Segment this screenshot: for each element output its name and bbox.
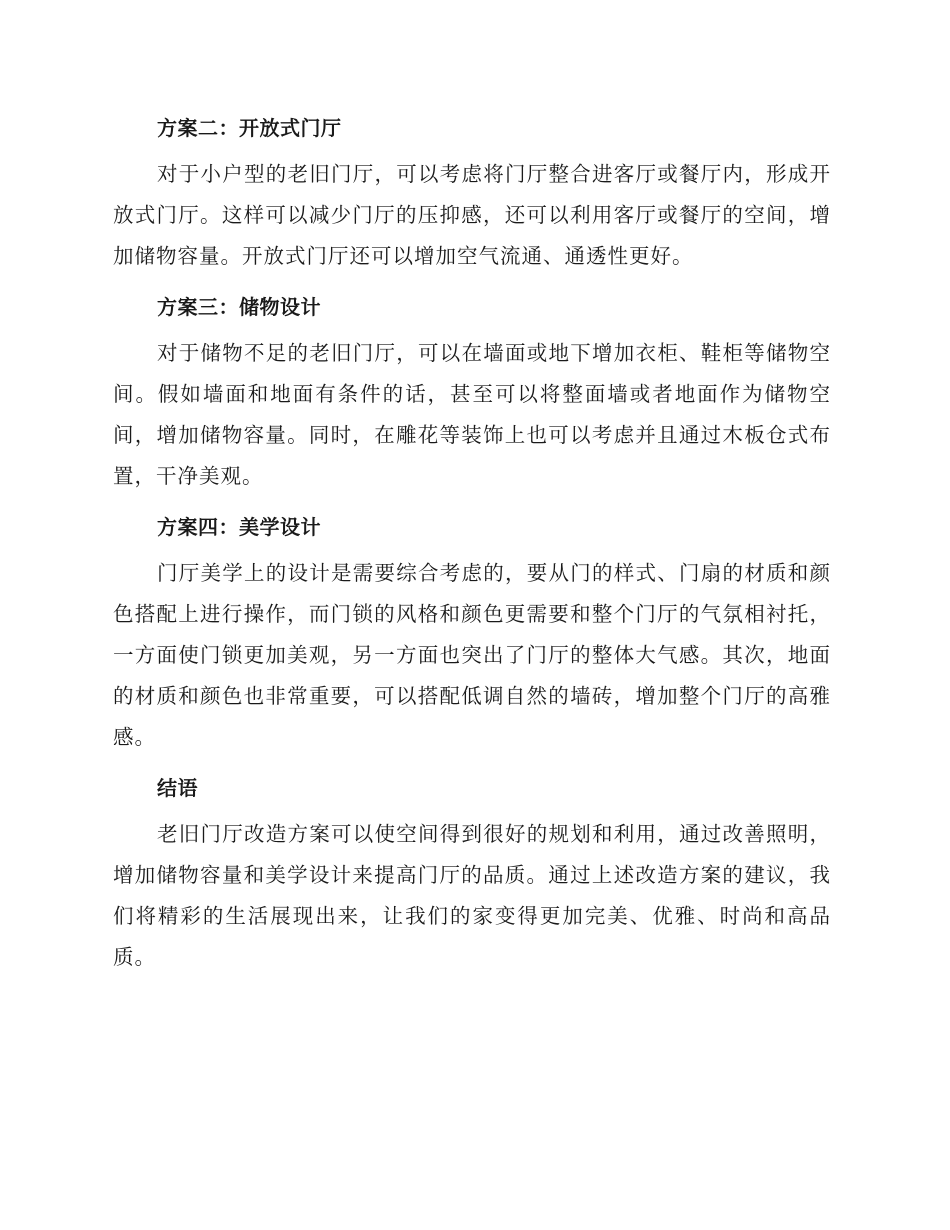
- section-paragraph: 对于储物不足的老旧门厅，可以在墙面或地下增加衣柜、鞋柜等储物空间。假如墙面和地面有条件的话，甚至可以将整面墙或者地面作为储物空间，增加储物容量。同时，在雕花等装饰上也可以考虑并且通过木板仓式布置，干净美观。: [113, 341, 831, 488]
- section-paragraph: 门厅美学上的设计是需要综合考虑的，要从门的样式、门扇的材质和颜色搭配上进行操作，而门锁的风格和颜色更需要和整个门厅的气氛相衬托，一方面使门锁更加美观，另一方面也突出了门厅的整体大气感。其次，地面的材质和颜色也非常重要，可以搭配低调自然的墙砖，增加整个门厅的高雅感。: [113, 561, 831, 749]
- section-heading: 方案四：美学设计: [157, 515, 321, 539]
- section-heading: 结语: [157, 776, 198, 800]
- section-aesthetic-design: [113, 507, 831, 758]
- section-conclusion: [113, 768, 831, 978]
- section-storage-design: [113, 287, 831, 497]
- document-page: [113, 108, 831, 988]
- section-heading: 方案三：储物设计: [157, 295, 321, 319]
- section-paragraph: 老旧门厅改造方案可以使空间得到很好的规划和利用，通过改善照明，增加储物容量和美学设计来提高门厅的品质。通过上述改造方案的建议，我们将精彩的生活展现出来，让我们的家变得更加完美、优雅、时尚和高品质。: [113, 822, 831, 969]
- section-heading: 方案二：开放式门厅: [157, 116, 342, 140]
- section-paragraph: 对于小户型的老旧门厅，可以考虑将门厅整合进客厅或餐厅内，形成开放式门厅。这样可以减少门厅的压抑感，还可以利用客厅或餐厅的空间，增加储物容量。开放式门厅还可以增加空气流通、通透性更好。: [113, 162, 831, 268]
- section-open-foyer: [113, 108, 831, 277]
